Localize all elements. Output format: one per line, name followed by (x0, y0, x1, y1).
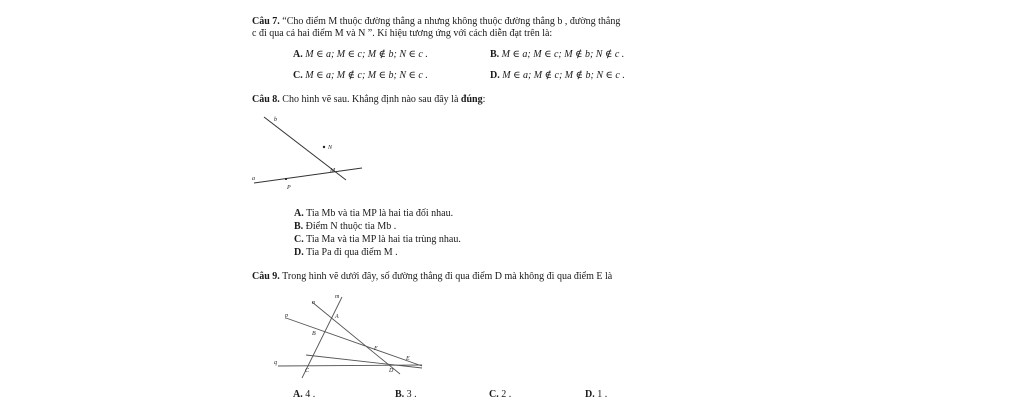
q7-option-c (293, 70, 428, 83)
q7-option-d-label: D. (490, 70, 500, 81)
q9-label-q: q (274, 360, 277, 366)
q8-option-d (294, 247, 398, 260)
q8-option-c-label: C. (294, 234, 304, 245)
q9-line-p (286, 318, 422, 366)
q9-line-n (312, 302, 400, 374)
q7-text-line1: “Cho điểm M thuộc đường thẳng a nhưng không thuộc đường thẳng b , đường thẳng (282, 16, 621, 27)
q8-text: Cho hình vẽ sau. Khẳng định nào sau đây là (282, 94, 459, 105)
q8-option-c (294, 234, 461, 247)
q8-option-d-label: D. (294, 247, 304, 258)
q7-option-b-text: M ∈ a; M ∈ c; M ∉ b; N ∉ c . (501, 49, 625, 60)
q7-option-c-label: C. (293, 70, 303, 81)
q8-label-m: M (330, 168, 335, 174)
q8-point-n (323, 146, 325, 148)
q9-option-b-text: 3 . (406, 389, 417, 400)
q7-option-d-text: M ∈ a; M ∉ c; M ∉ b; N ∈ c . (502, 70, 625, 81)
q9-option-a-label: A. (293, 389, 303, 400)
q9-text: Trong hình vẽ dưới đây, số đường thẳng đi qua điểm D mà không đi qua điểm E là (282, 271, 613, 282)
q9-label-d: D (389, 368, 394, 374)
q8-option-d-text: Tia Pa đi qua điểm M . (306, 247, 398, 258)
q8-point-p (285, 178, 287, 180)
q7-option-a-label: A. (293, 49, 303, 60)
q9-option-a (293, 389, 315, 402)
q9-label-b: B (312, 331, 316, 337)
q9-option-d (585, 389, 607, 402)
q8-label-n: N (328, 145, 333, 151)
q8-line-a (254, 168, 362, 183)
q8-option-a-label: A. (294, 208, 304, 219)
q9-label-c: C (305, 368, 310, 374)
q8-option-c-text: Tia Ma và tia MP là hai tia trùng nhau. (306, 234, 461, 245)
q7-number: Câu 7. (252, 16, 280, 27)
q9-option-c (489, 389, 511, 402)
q9-label-a: A (335, 314, 339, 320)
q8-emphasis: đúng (460, 94, 483, 105)
q9-label-m: m (335, 294, 340, 300)
q9-option-c-text: 2 . (501, 389, 512, 400)
q8-option-b-text: Điểm N thuộc tia Mb . (305, 221, 397, 232)
q8-label-b: b (274, 117, 277, 123)
q8-option-b (294, 221, 396, 234)
q9-option-d-text: 1 . (597, 389, 608, 400)
q9-label-f: F (374, 346, 378, 352)
q8-option-b-label: B. (294, 221, 304, 232)
q8-label-a: a (252, 176, 255, 182)
q7-option-b-label: B. (490, 49, 500, 60)
q8-label-p: P (287, 185, 291, 191)
q9-option-b (395, 389, 417, 402)
q9-option-c-label: C. (489, 389, 499, 400)
q7-option-d (490, 70, 625, 83)
q8-colon: : (482, 94, 486, 105)
q7-option-c-text: M ∈ a; M ∉ c; M ∈ b; N ∈ c . (305, 70, 428, 81)
q8-stem (252, 94, 485, 107)
q9-figure (272, 292, 432, 382)
q9-option-d-label: D. (585, 389, 595, 400)
q8-option-a (294, 208, 453, 221)
q8-figure (250, 112, 370, 197)
q7-line1 (252, 16, 620, 29)
q7-text-line2: c đi qua cả hai điểm M và N ”. Kí hiệu tương ứng với cách diễn đạt trên là: (252, 28, 553, 39)
q9-stem (252, 271, 612, 284)
q7-option-b (490, 49, 624, 62)
q7-option-a-text: M ∈ a; M ∈ c; M ∉ b; N ∈ c . (305, 49, 428, 60)
q9-option-a-text: 4 . (305, 389, 316, 400)
q9-label-n: n (312, 300, 315, 306)
q7-option-a (293, 49, 428, 62)
q8-option-a-text: Tia Mb và tia MP là hai tia đối nhau. (306, 208, 454, 219)
q8-number: Câu 8. (252, 94, 280, 105)
q9-label-e: E (406, 356, 410, 362)
q9-number: Câu 9. (252, 271, 280, 282)
q9-label-p: p (285, 313, 288, 319)
q9-option-b-label: B. (395, 389, 405, 400)
